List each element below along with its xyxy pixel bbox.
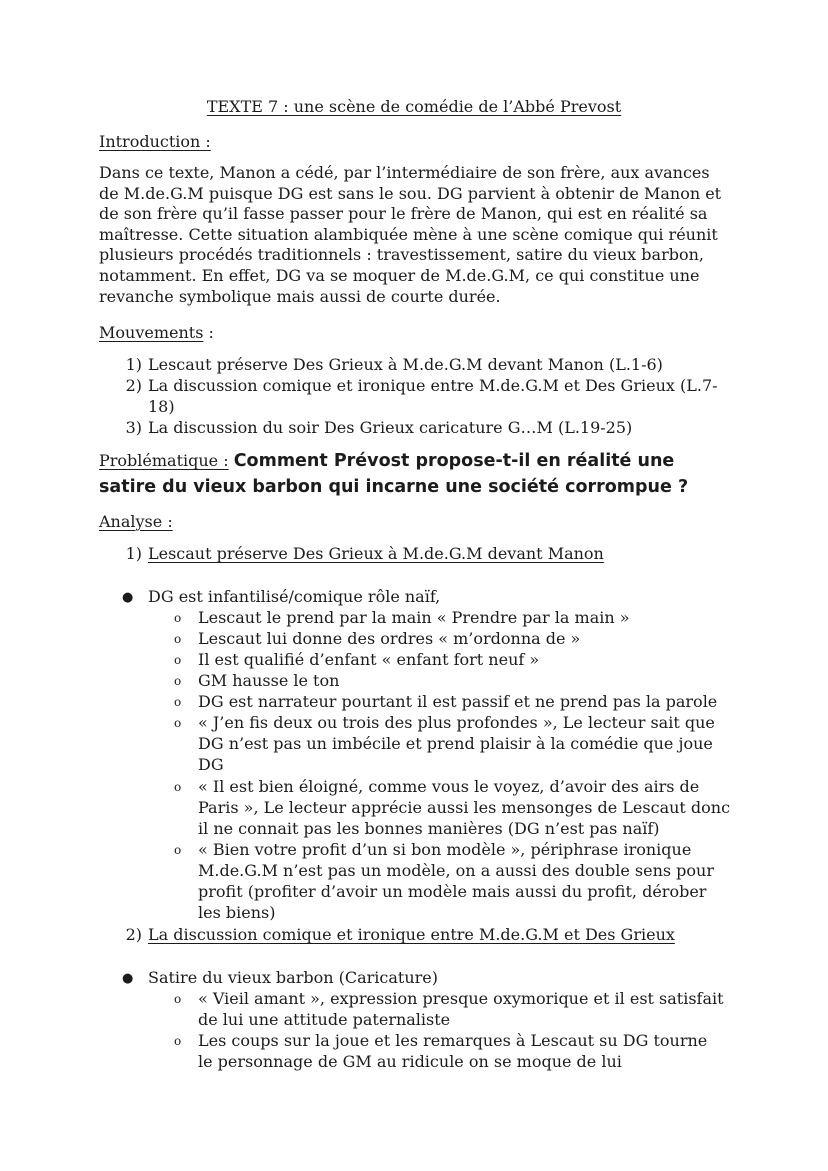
bullet-item: Satire du vieux barbon (Caricature): [148, 968, 438, 987]
sub-item-cont: M.de.G.M n’est pas un modèle, on a aussi des double sens pour: [198, 861, 714, 880]
movement-number: 3): [125, 418, 142, 437]
intro-line: de M.de.G.M puisque DG est sans le sou. DG parvient à obtenir de Manon et: [99, 183, 722, 203]
sub-item: « Vieil amant », expression presque oxymorique et il est satisfait: [198, 989, 724, 1008]
problematique-label: Problématique :: [99, 451, 229, 470]
movements-heading-colon: :: [203, 323, 214, 342]
part-number: 2): [125, 925, 142, 944]
sub-item: DG est narrateur pourtant il est passif et ne prend pas la parole: [198, 692, 718, 711]
part-title: La discussion comique et ironique entre M.de.G.M et Des Grieux: [148, 925, 675, 944]
sub-item-cont: les biens): [198, 903, 276, 922]
intro-paragraph: [99, 163, 759, 307]
sub-item: Les coups sur la joue et les remarques à Lescaut su DG tourne: [198, 1031, 708, 1050]
movement-number: 2): [125, 376, 142, 395]
sub-item-cont: profit (profiter d’avoir un modèle mais aussi du profit, dérober: [198, 882, 707, 901]
movement-number: 1): [125, 355, 142, 374]
movement-item: Lescaut préserve Des Grieux à M.de.G.M devant Manon (L.1-6): [148, 355, 663, 374]
bullet-icon: ●: [122, 971, 134, 986]
sub-item: GM hausse le ton: [198, 671, 340, 690]
circle-bullet-icon: o: [174, 1034, 182, 1048]
part-title: Lescaut préserve Des Grieux à M.de.G.M devant Manon: [148, 544, 604, 563]
movement-item: La discussion comique et ironique entre M.de.G.M et Des Grieux (L.7-: [148, 376, 718, 395]
intro-heading: Introduction :: [99, 132, 211, 151]
problematique-question-cont: satire du vieux barbon qui incarne une société corrompue ?: [99, 477, 689, 497]
circle-bullet-icon: o: [174, 611, 182, 625]
movement-item: La discussion du soir Des Grieux caricature G…M (L.19-25): [148, 418, 633, 437]
sub-item-cont: de lui une attitude paternaliste: [198, 1010, 451, 1029]
intro-line: de son frère qu’il fasse passer pour le frère de Manon, qui est en réalité sa: [99, 204, 708, 224]
circle-bullet-icon: o: [174, 653, 182, 667]
sub-item-cont: il ne connait pas les bonnes manières (DG n’est pas naïf): [198, 819, 660, 838]
intro-line: notamment. En effet, DG va se moquer de M.de.G.M, ce qui constitue une: [99, 265, 700, 285]
intro-line: plusieurs procédés traditionnels : travestissement, satire du vieux barbon,: [99, 245, 704, 265]
sub-item-cont: le personnage de GM au ridicule on se moque de lui: [198, 1052, 622, 1071]
movement-item-cont: 18): [148, 397, 175, 416]
movements-heading: [99, 323, 214, 342]
circle-bullet-icon: o: [174, 674, 182, 688]
sub-item: « Bien votre profit d’un si bon modèle », périphrase ironique: [198, 840, 692, 859]
sub-item: Lescaut le prend par la main « Prendre par la main »: [198, 608, 630, 627]
sub-item: Il est qualifié d’enfant « enfant fort neuf »: [198, 650, 540, 669]
circle-bullet-icon: o: [174, 716, 182, 730]
circle-bullet-icon: o: [174, 843, 182, 857]
problematique-question: Comment Prévost propose-t-il en réalité une: [233, 451, 675, 471]
circle-bullet-icon: o: [174, 992, 182, 1006]
intro-line: maîtresse. Cette situation alambiquée mène à une scène comique qui réunit: [99, 224, 718, 244]
circle-bullet-icon: o: [174, 695, 182, 709]
problematique: [99, 451, 674, 471]
analyse-heading: Analyse :: [99, 512, 173, 531]
intro-line: revanche symbolique mais aussi de courte durée.: [99, 286, 501, 306]
circle-bullet-icon: o: [174, 632, 182, 646]
part-number: 1): [125, 544, 142, 563]
intro-line: Dans ce texte, Manon a cédé, par l’intermédiaire de son frère, aux avances: [99, 163, 710, 182]
sub-item: « Il est bien éloigné, comme vous le voyez, d’avoir des airs de: [198, 777, 700, 796]
circle-bullet-icon: o: [174, 780, 182, 794]
document-title: TEXTE 7 : une scène de comédie de l’Abbé Prevost: [206, 97, 622, 116]
bullet-item: DG est infantilisé/comique rôle naïf,: [148, 587, 441, 606]
sub-item: Lescaut lui donne des ordres « m’ordonna de »: [198, 629, 581, 648]
sub-item-cont: Paris », Le lecteur apprécie aussi les mensonges de Lescaut donc: [198, 798, 731, 817]
bullet-icon: ●: [122, 590, 134, 605]
sub-item-cont: DG: [198, 755, 224, 774]
sub-item-cont: DG n’est pas un imbécile et prend plaisir à la comédie que joue: [198, 734, 713, 753]
sub-item: « J’en fis deux ou trois des plus profondes », Le lecteur sait que: [198, 713, 715, 732]
movements-heading-label: Mouvements: [99, 323, 204, 342]
